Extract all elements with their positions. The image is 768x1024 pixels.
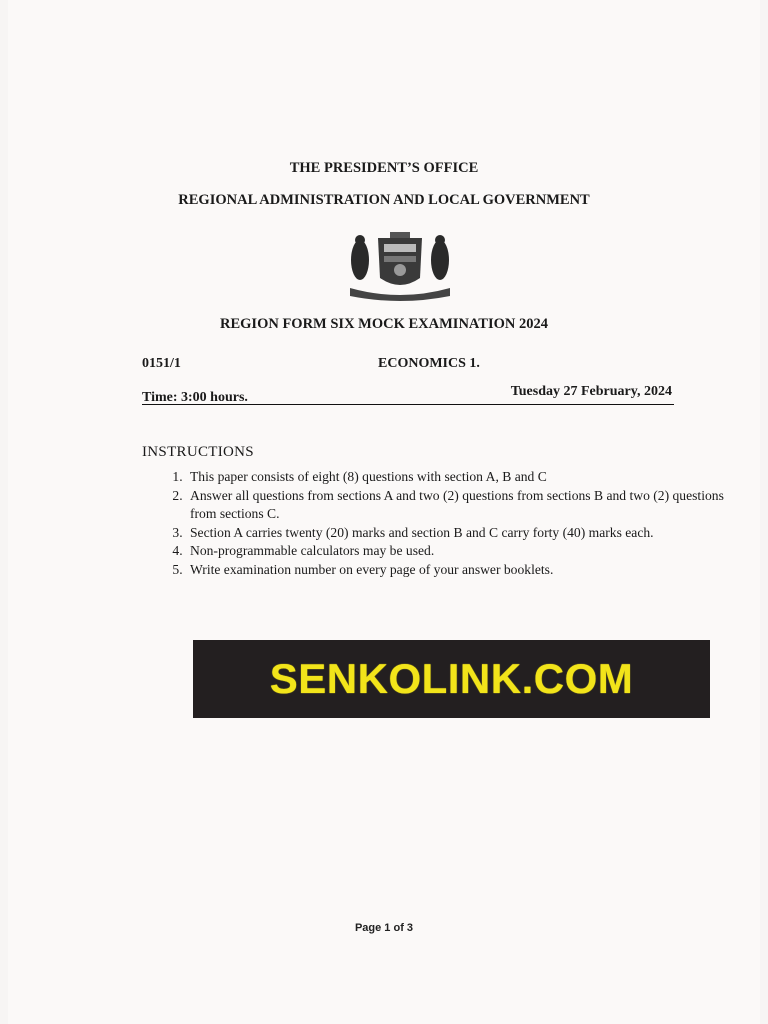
office-heading: THE PRESIDENT’S OFFICE xyxy=(289,160,479,176)
instruction-item: 5. Write examination number on every page of your answer booklets. xyxy=(186,561,734,580)
subject-title: ECONOMICS 1. xyxy=(378,356,480,371)
instruction-item: 1. This paper consists of eight (8) questions with section A, B and C xyxy=(186,468,734,487)
ministry-heading: REGIONAL ADMINISTRATION AND LOCAL GOVERNMENT xyxy=(178,192,590,208)
page-number: Page 1 of 3 xyxy=(354,922,414,934)
instruction-item: 2. Answer all questions from sections A and two (2) questions from sections B and two (2) questions from sections C. xyxy=(186,487,734,524)
instruction-item: 3. Section A carries twenty (20) marks and section B and C carry forty (40) marks each. xyxy=(186,524,734,543)
instructions-list xyxy=(142,468,734,579)
exam-date: Tuesday 27 February, 2024 xyxy=(510,384,672,399)
watermark-banner xyxy=(193,640,710,718)
exam-title: REGION FORM SIX MOCK EXAMINATION 2024 xyxy=(220,316,548,332)
header-rule xyxy=(142,404,674,405)
paper-code: 0151/1 xyxy=(142,356,181,371)
time-allowed: Time: 3:00 hours. xyxy=(142,390,248,405)
coat-of-arms-emblem xyxy=(340,230,460,302)
instructions-heading: INSTRUCTIONS xyxy=(142,444,254,460)
instruction-item: 4. Non-programmable calculators may be used. xyxy=(186,542,734,561)
watermark-text: SENKOLINK.COM xyxy=(269,655,634,702)
